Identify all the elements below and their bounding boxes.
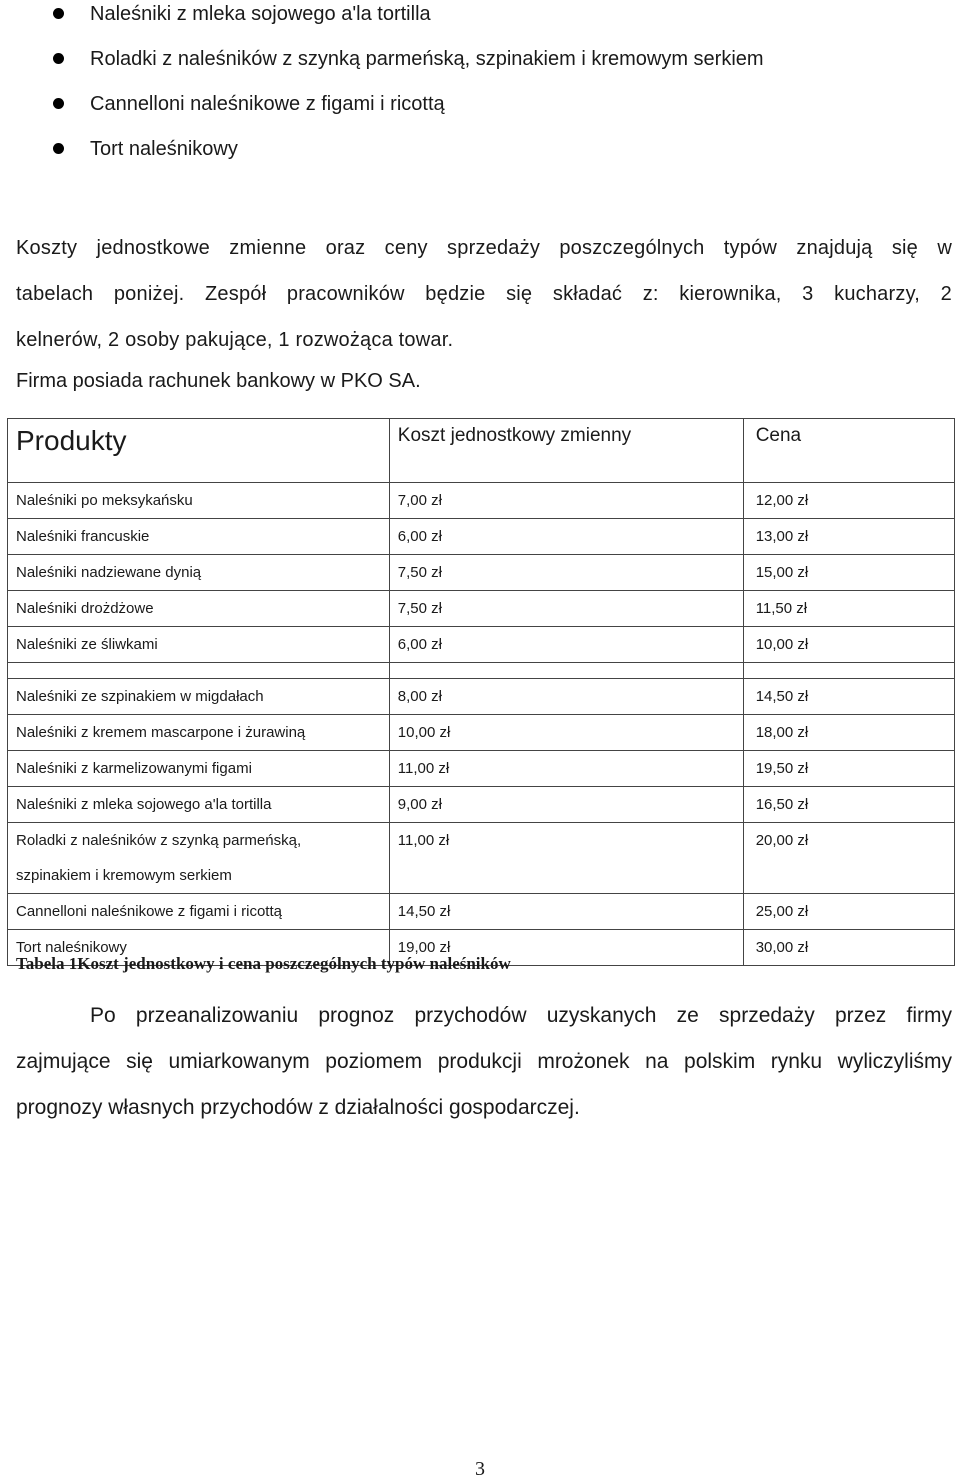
price: 15,00 zł [743,555,954,591]
product-name: Tort naleśnikowy [8,930,390,966]
paragraph-line: zajmujące się umiarkowanym poziomem produkcji mrożonek na polskim rynku wyliczyliśmy [16,1050,952,1073]
price: 20,00 zł [743,823,954,894]
table-row [8,894,955,930]
product-name: Naleśniki francuskie [8,519,390,555]
unit-cost: 11,00 zł [389,751,743,787]
bullet-text: Roladki z naleśników z szynką parmeńską, szpinakiem i kremowym serkiem [90,48,764,70]
paragraph-line: kelnerów, 2 osoby pakujące, 1 rozwożąca towar. [16,329,454,351]
table-row [8,715,955,751]
unit-cost: 9,00 zł [389,787,743,823]
header-price: Cena [743,419,954,483]
header-products: Produkty [8,419,390,483]
product-name: Naleśniki ze śliwkami [8,627,390,663]
product-name: Naleśniki drożdżowe [8,591,390,627]
price: 18,00 zł [743,715,954,751]
price: 13,00 zł [743,519,954,555]
table-row [8,679,955,715]
table-row [8,787,955,823]
product-name: Naleśniki nadziewane dynią [8,555,390,591]
bullet-text: Tort naleśnikowy [90,138,238,160]
forecast-paragraph [16,993,952,1131]
product-name-line: Roladki z naleśników z szynką parmeńską, [16,832,302,849]
bullet-text: Cannelloni naleśnikowe z figami i ricottą [90,93,445,115]
table-header-row [8,419,955,483]
bullet-dot-icon [53,98,64,109]
bullet-dot-icon [53,8,64,19]
products-table [7,418,955,966]
unit-cost: 7,00 zł [389,483,743,519]
table-row [8,823,955,894]
bullet-dot-icon [53,143,64,154]
price: 19,50 zł [743,751,954,787]
price: 25,00 zł [743,894,954,930]
unit-cost: 7,50 zł [389,555,743,591]
table-row [8,483,955,519]
bullet-item [0,90,960,135]
unit-cost: 10,00 zł [389,715,743,751]
table-row [8,519,955,555]
table-spacer-row [8,663,955,679]
price: 12,00 zł [743,483,954,519]
product-name [8,823,390,894]
product-name: Cannelloni naleśnikowe z figami i ricottą [8,894,390,930]
page-number: 3 [475,1458,485,1480]
bullet-text: Naleśniki z mleka sojowego a'la tortilla [90,3,431,25]
bullet-dot-icon [53,53,64,64]
unit-cost: 8,00 zł [389,679,743,715]
spacer-cell [8,663,390,679]
paragraph-line: Po przeanalizowaniu prognoz przychodów uzyskanych ze sprzedaży przez firmy [90,1004,952,1027]
bullet-item [0,135,960,180]
unit-cost: 19,00 zł [389,930,743,966]
paragraph-line: Koszty jednostkowe zmienne oraz ceny sprzedaży poszczególnych typów znajdują się w [16,237,952,259]
product-name: Naleśniki z mleka sojowego a'la tortilla [8,787,390,823]
unit-cost: 14,50 zł [389,894,743,930]
table-row [8,555,955,591]
table-row [8,627,955,663]
costs-paragraph [16,225,952,363]
unit-cost: 6,00 zł [389,627,743,663]
table-caption: Tabela 1Koszt jednostkowy i cena poszczególnych typów naleśników [16,954,511,973]
paragraph-line: prognozy własnych przychodów z działalności gospodarczej. [16,1096,580,1119]
bullet-item [0,0,960,45]
spacer-cell [743,663,954,679]
unit-cost: 6,00 zł [389,519,743,555]
header-unit-cost: Koszt jednostkowy zmienny [389,419,743,483]
unit-cost: 7,50 zł [389,591,743,627]
table-row [8,751,955,787]
product-name-line: szpinakiem i kremowym serkiem [16,867,232,884]
paragraph-line: tabelach poniżej. Zespół pracowników będzie się składać z: kierownika, 3 kucharzy, 2 [16,283,952,305]
bank-paragraph: Firma posiada rachunek bankowy w PKO SA. [16,370,421,392]
product-name: Naleśniki ze szpinakiem w migdałach [8,679,390,715]
product-name: Naleśniki z kremem mascarpone i żurawiną [8,715,390,751]
price: 30,00 zł [743,930,954,966]
price: 14,50 zł [743,679,954,715]
spacer-cell [389,663,743,679]
bullet-list [0,0,960,180]
table-row [8,591,955,627]
bullet-item [0,45,960,90]
product-name: Naleśniki po meksykańsku [8,483,390,519]
price: 16,50 zł [743,787,954,823]
price: 11,50 zł [743,591,954,627]
unit-cost: 11,00 zł [389,823,743,894]
product-name: Naleśniki z karmelizowanymi figami [8,751,390,787]
price: 10,00 zł [743,627,954,663]
